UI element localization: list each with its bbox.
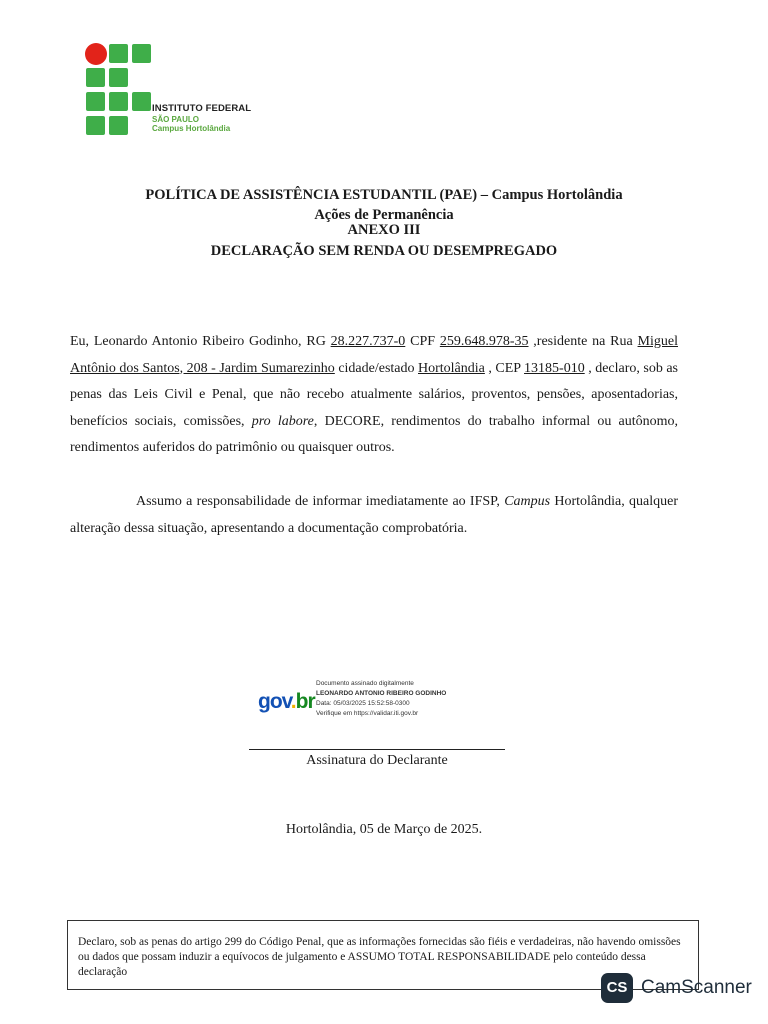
document-subtitle: Ações de Permanência [314,207,454,223]
text-segment: ,residente na Rua [528,334,638,349]
logo-red-circle [85,43,107,65]
logo-square [132,44,151,63]
city-value: Hortolândia [418,360,485,376]
text-segment: Eu, Leonardo Antonio Ribeiro Godinho, RG [70,334,331,349]
annex-label: ANEXO III [347,222,421,238]
italic-segment: Campus [504,494,551,509]
text-segment: cidade/estado [334,360,418,376]
logo-institute-name: INSTITUTO FEDERAL [152,103,252,114]
govbr-logo-part: br [295,690,315,713]
logo-square [86,92,105,111]
logo-square [86,116,105,135]
cpf-value: 259.648.978-35 [439,334,529,349]
logo-square [109,92,128,111]
signature-label: Assinatura do Declarante [306,753,448,768]
signature-caption: Documento assinado digitalmente [316,680,414,687]
digital-signature-info [316,679,446,719]
text-segment: , declaro, sob as penas das Leis Civil e Penal, que não recebo atualmente salários, proventos, pensões, aposentadorias, benefícios sociais, comissões, [70,360,679,429]
signature-line [249,749,505,750]
logo-subtitle [152,115,230,133]
address-value: Miguel Antônio dos Santos, 208 - Jardim Sumarezinho [70,334,678,376]
cep-value: 13185-010 [524,360,585,376]
rg-value: 28.227.737-0 [330,334,406,349]
legal-notice-box: Declaro, sob as penas do artigo 299 do Código Penal, que as informações fornecidas são fiéis e verdadeiras, não havendo omissões ou dados que possam induzir a equívocos de julgamento e ASSUMO TOTAL RESPONSABILIDADE pelo conteúdo dessa declaração [67,920,699,990]
govbr-logo-part: gov [258,690,291,713]
place-and-date: Hortolândia, 05 de Março de 2025. [285,822,483,837]
logo-square [132,92,151,111]
text-segment: CPF [405,334,440,349]
document-title: POLÍTICA DE ASSISTÊNCIA ESTUDANTIL (PAE) – Campus Hortolândia [145,187,623,203]
signature-verify-url: Verifique em https://validar.iti.gov.br [316,710,419,717]
responsibility-paragraph [70,489,678,542]
logo-square [109,44,128,63]
govbr-logo-part: . [290,690,296,713]
signer-name: LEONARDO ANTONIO RIBEIRO GODINHO [316,690,447,697]
text-segment: , DECORE, rendimentos do trabalho informal ou autônomo, rendimentos auferidos do patrimônio ou quaisquer outros. [70,413,678,455]
logo-campus: Campus Hortolândia [152,124,231,133]
logo-state: SÃO PAULO [152,115,199,124]
logo-square [109,116,128,135]
logo-square [86,68,105,87]
declaration-title: DECLARAÇÃO SEM RENDA OU DESEMPREGADO [210,243,558,259]
text-segment: Hortolândia, qualquer alteração dessa situação, apresentando a documentação comprobatória. [70,494,678,536]
declaration-paragraph [70,329,678,462]
signature-date: Data: 05/03/2025 15:52:58-0300 [316,700,410,707]
text-segment: Assumo a responsabilidade de informar imediatamente ao IFSP, [136,494,505,509]
camscanner-badge-icon: CS [601,973,633,1003]
govbr-logo [258,690,315,714]
italic-segment: pro labore [251,413,314,429]
text-segment: , CEP [484,360,525,376]
camscanner-watermark: CamScanner [641,977,752,998]
institute-logo [86,44,256,140]
logo-square [109,68,128,87]
